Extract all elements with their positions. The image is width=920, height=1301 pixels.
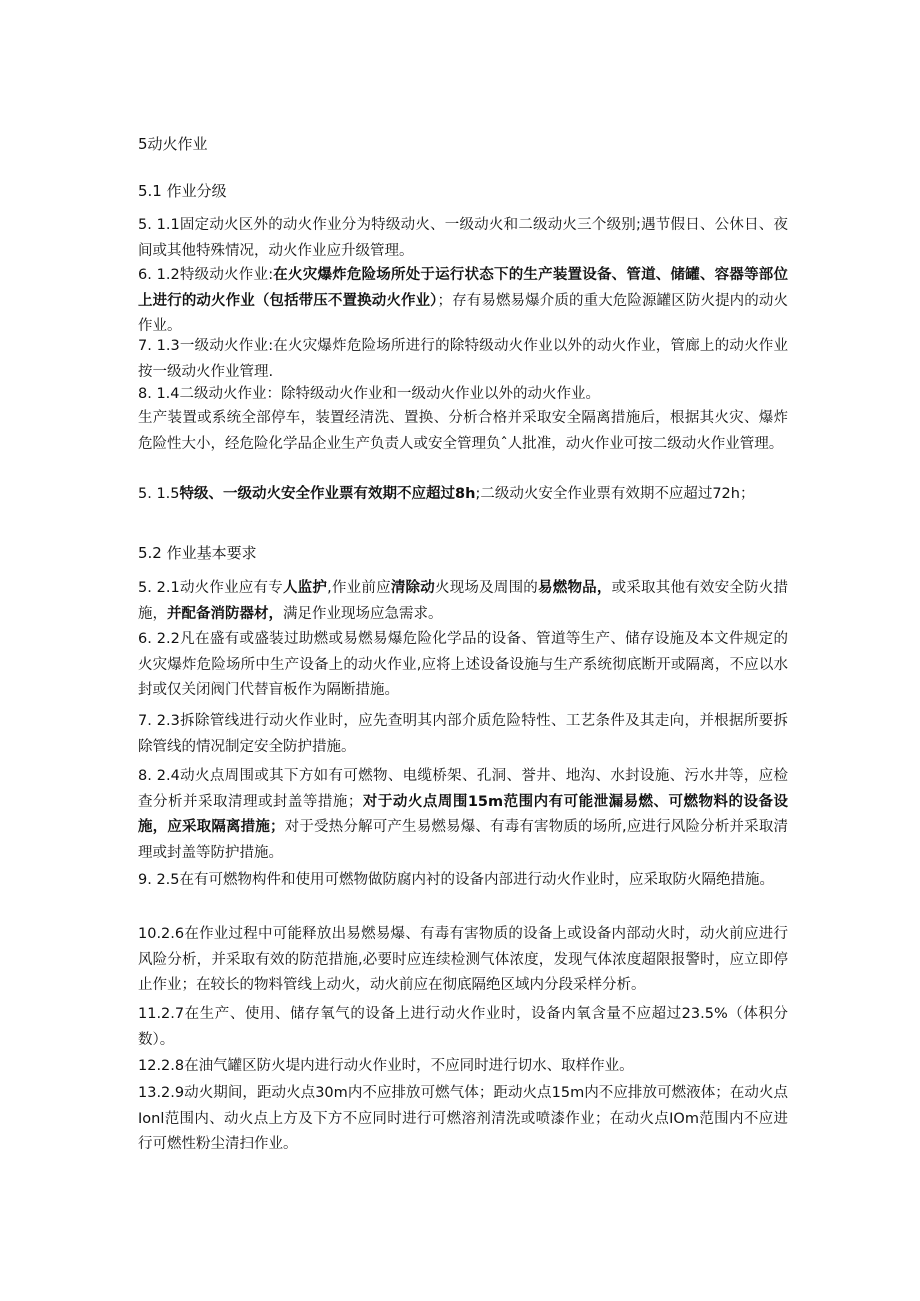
paragraph-5-2-1: [138, 576, 788, 627]
section-heading-5-1: 5.1 作业分级: [138, 182, 227, 200]
paragraph-5-2-4-suffix: 对于受热分解可产生易燃易爆、有毒有害物质的场所,应进行风险分析并采取清理或封盖等防护措施。: [138, 819, 789, 861]
p-5-2-1-c: ,作业前应: [327, 580, 391, 596]
paragraph-5-1-5-prefix: 5. 1.5: [138, 486, 180, 502]
paragraph-5-2-4-bold: 对于动火点周围15m范围内有可能泄漏易燃、可燃物料的设备设施，应采取隔离措施；: [138, 793, 788, 835]
paragraph-5-1-4-note: 生产装置或系统全部停车，装置经清洗、置换、分析合格并采取安全隔离措施后，根据其火灾、爆炸危险性大小，经危险化学品企业生产负责人或安全管理负ˆ人批准，动火作业可按二级动火作业管理。: [138, 410, 788, 452]
paragraph-5-2-8: 12.2.8在油气罐区防火堤内进行动火作业时，不应同时进行切水、取样作业。: [138, 1058, 634, 1074]
paragraph-5-1-5: [138, 482, 788, 508]
p-5-2-1-b2: 清除动: [390, 580, 435, 596]
paragraph-5-1-4: 8. 1.4二级动火作业：除特级动火作业和一级动火作业以外的动火作业。: [138, 386, 601, 402]
paragraph-5-2-5: 9. 2.5在有可燃物构件和使用可燃物做防腐内衬的设备内部进行动火作业时，应采取防火隔绝措施。: [138, 872, 774, 888]
p-5-2-1-b4: 并配备消防器材，: [167, 605, 283, 622]
paragraph-5-1-1: 5. 1.1固定动火区外的动火作业分为特级动火、一级动火和二级动火三个级别;遇节假日、公休日、夜间或其他特殊情况，动火作业应升级管理。: [138, 217, 788, 259]
paragraph-5-1-5-bold: 特级、一级动火安全作业票有效期不应超过8h: [179, 486, 476, 502]
paragraph-5-2-7: 11.2.7在生产、使用、储存氧气的设备上进行动火作业时，设备内氧含量不应超过23.5%（体积分数）。: [138, 1006, 788, 1048]
paragraph-5-1-2-prefix: 6. 1.2特级动火作业:: [138, 267, 274, 283]
section-heading-5-2: 5.2 作业基本要求: [138, 544, 257, 562]
p-5-2-1-e: 或采取其他有效安全防火措施，: [138, 580, 789, 622]
p-5-2-1-b1: 人监护: [282, 580, 328, 596]
document-title: 5动火作业: [138, 135, 208, 153]
paragraph-5-1-5-suffix: ;二级动火安全作业票有效期不应超过72h；: [475, 486, 755, 502]
paragraph-5-2-4-prefix: 8. 2.4动火点周围或其下方如有可燃物、电缆桥架、孔洞、誉井、地沟、水封设施、污水井等，应检查分析并采取清理或封盖等措施；: [138, 768, 788, 810]
paragraph-5-2-3: 7. 2.3拆除管线进行动火作业时，应先查明其内部介质危险特性、工艺条件及其走向，并根据所要拆除管线的情况制定安全防护措施。: [138, 713, 788, 755]
paragraph-5-1-2-bold: 在火灾爆炸危险场所处于运行状态下的生产装置设备、管道、储罐、容器等部位上进行的动火作业（包括带压不置换动火作业）: [138, 267, 789, 309]
paragraph-5-1-2-suffix: ；存有易燃易爆介质的重大危险源罐区防火提内的动火作业。: [138, 292, 788, 334]
p-5-2-1-d: 火现场及周围的: [434, 580, 539, 596]
p-5-2-1-b3: 易燃物品，: [538, 580, 612, 596]
p-5-2-1-a: 5. 2.1动火作业应有专: [138, 580, 283, 596]
p-5-2-1-f: 满足作业现场应急需求。: [283, 605, 443, 622]
paragraph-5-2-4: [138, 764, 788, 866]
paragraph-5-2-2: 6. 2.2凡在盛有或盛装过助燃或易燃易爆危险化学品的设备、管道等生产、储存设施及本文件规定的火灾爆炸危险场所中生产设备上的动火作业,应将上述设备设施与生产系统彻底断开或隔离，不应以水封或仅关闭阀门代替盲板作为隔断措施。: [138, 631, 788, 698]
paragraph-5-1-2: [138, 263, 788, 340]
paragraph-5-1-3: 7. 1.3一级动火作业:在火灾爆炸危险场所进行的除特级动火作业以外的动火作业，管廊上的动火作业按一级动火作业管理.: [138, 338, 788, 380]
paragraph-5-2-9: 13.2.9动火期间，距动火点30m内不应排放可燃气体；距动火点15m内不应排放可燃液体；在动火点Ionl范围内、动火点上方及下方不应同时进行可燃溶剂清洗或喷漆作业；在动火点IOm范围内不应进行可燃性粉尘清扫作业。: [138, 1085, 788, 1152]
paragraph-5-2-6: 10.2.6在作业过程中可能释放出易燃易爆、有毒有害物质的设备上或设备内部动火时，动火前应进行风险分析，并采取有效的防范措施,必要时应连续检测气体浓度，发现气体浓度超限报警时，应立即停止作业；在较长的物料管线上动火，动火前应在彻底隔绝区域内分段采样分析。: [138, 926, 788, 993]
